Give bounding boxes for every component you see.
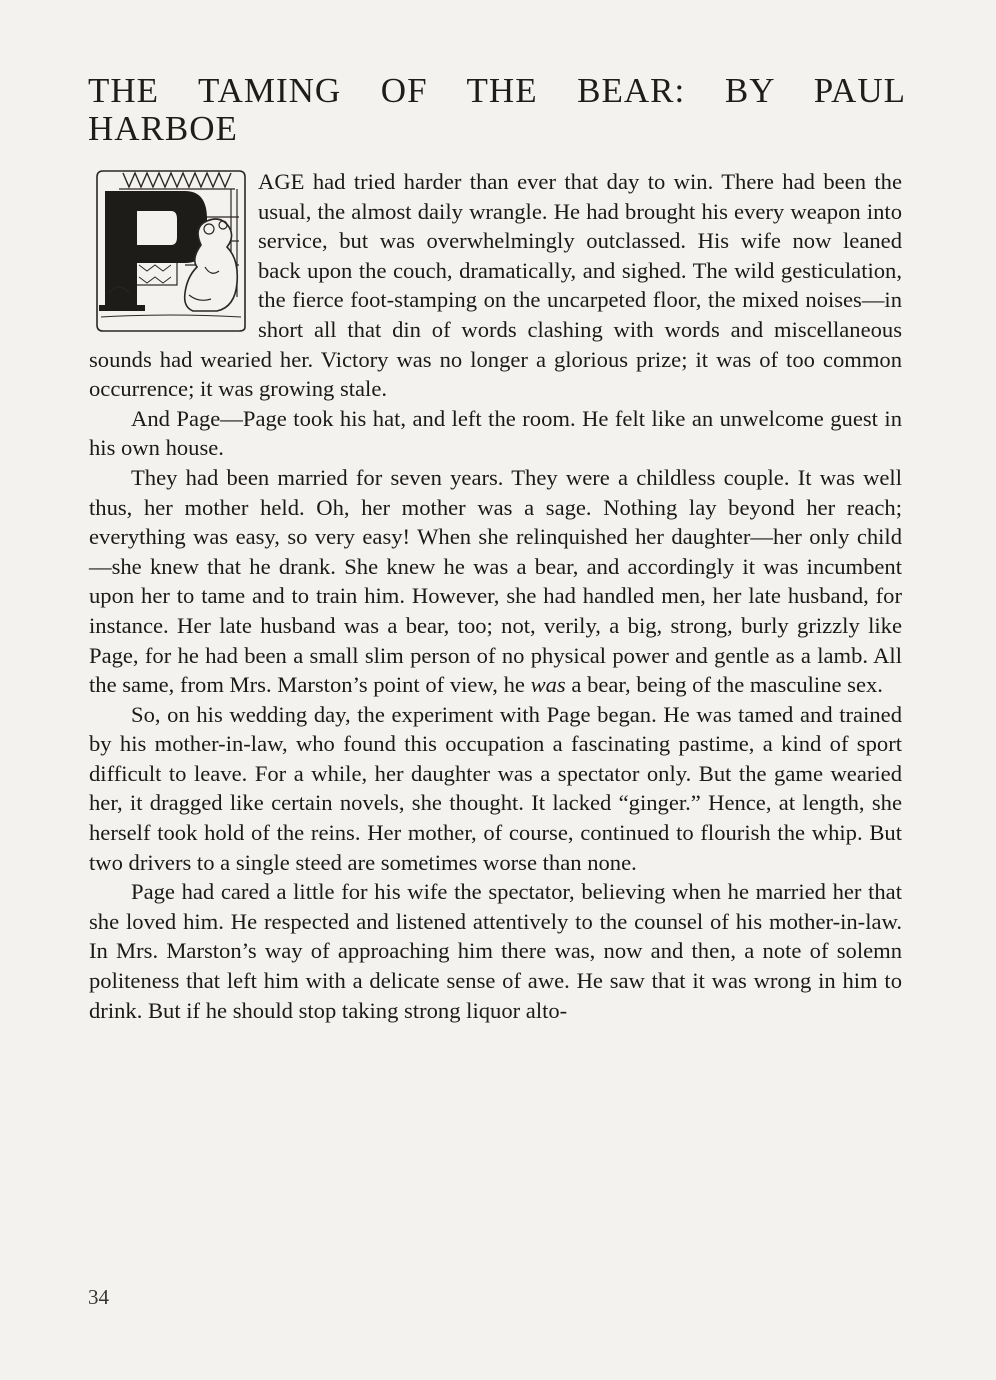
paragraph-3-end: a bear, being of the masculine sex.	[571, 672, 883, 698]
title-line-1: THE TAMING OF THE BEAR: BY PAUL	[88, 71, 906, 110]
paragraph-1-text: AGE had tried harder than ever that day to win. There had been the usual, the almost daily wrangle. He had brought his every weapon into service, but was overwhelmingly outclassed. His wife now leaned back upon the couch, dramatically, and sighed. The wild gesticulation, the fierce foot-stamping on the uncarpeted floor, the mixed noises—in short all that din of words clashing with words and miscellaneous sounds had wearied her. Victory was no longer a glorious prize; it was of too common occurrence; it was growing stale.	[89, 169, 902, 402]
paragraph-1	[89, 167, 902, 404]
paragraph-4: So, on his wedding day, the experiment with Page began. He was tamed and trained by his mother-in-law, who found this occupation a fascinating pastime, a kind of sport difficult to leave. For a while, her daughter was a spectator only. But the game wearied her, it dragged like certain novels, she thought. It lacked “ginger.” Hence, at length, she herself took hold of the reins. Her mother, of course, continued to flourish the whip. But two drivers to a single steed are sometimes worse than none.	[89, 701, 902, 875]
page-number: 34	[88, 1285, 109, 1309]
paragraph-2: And Page—Page took his hat, and left the room. He felt like an unwelcome guest in his own house.	[89, 405, 902, 461]
paragraph-3-emphasis: was	[530, 672, 566, 698]
paragraph-3	[89, 463, 902, 700]
illuminated-letter-p-with-bear-icon	[89, 167, 249, 335]
paragraph-3-text: They had been married for seven years. They were a childless couple. It was well thus, her mother held. Oh, her mother was a sage. Nothing lay beyond her reach; everything was easy, so very easy! When she relinquished her daughter—her only child—she knew that he drank. She knew he was a bear, and accordingly it was incumbent upon her to tame and to train him. However, she had handled men, her late husband, for instance. Her late husband was a bear, too; not, verily, a big, strong, burly grizzly like Page, for he had been a small slim person of no physical power and gentle as a lamb. All the same, from Mrs. Marston’s point of view, he	[89, 464, 902, 698]
title-line-2: HARBOE	[88, 109, 238, 148]
article-body	[89, 167, 902, 1025]
chapter-title	[88, 72, 906, 148]
paragraph-5: Page had cared a little for his wife the spectator, believing when he married her that she loved him. He respected and listened attentively to the counsel of his mother-in-law. In Mrs. Marston’s way of approaching him there was, now and then, a note of solemn politeness that left him with a delicate sense of awe. He saw that it was wrong in him to drink. But if he should stop taking strong liquor alto-	[89, 879, 902, 1023]
illuminated-dropcap	[89, 167, 249, 335]
